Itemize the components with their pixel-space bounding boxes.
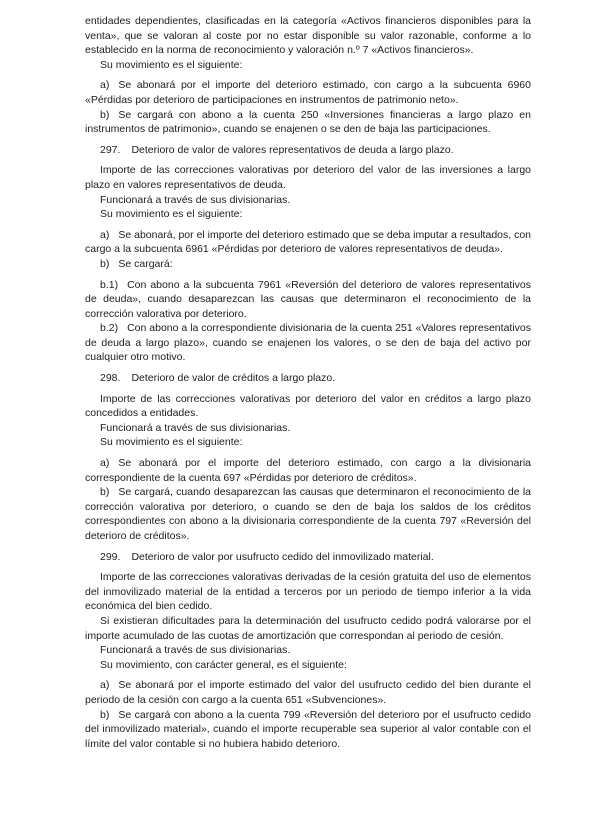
paragraph-text: Con abono a la subcuenta 7961 «Reversión del deterioro de valores representativos de deuda», cuando desaparezcan las causas que determinaron el reconocimiento de la corrección valorativa por deterioro. [85,278,531,320]
list-item-b1 [85,278,531,322]
item-marker: b.1) [100,278,119,291]
paragraph-text: Se cargará con abono a la cuenta 250 «Inversiones financieras a largo plazo en instrumentos de patrimonio», cuando se enajenen o se den de baja las participaciones. [85,108,531,136]
paragraph-text: Funcionará a través de sus divisionarias. [100,421,291,434]
paragraph-text: Importe de las correcciones valorativas por deterioro del valor de las inversiones a largo plazo en valores representativos de deuda. [85,164,531,191]
paragraph-text: Su movimiento es el siguiente: [100,208,243,221]
item-marker: b) [100,108,110,121]
paragraph [85,570,531,614]
list-item-a [85,678,531,707]
section-heading-298 [85,371,531,386]
paragraph-text: Se abonará por el importe estimado del valor del usufructo cedido del bien durante el periodo de la cesión con cargo a la cuenta 651 «Subvenciones». [85,679,531,706]
paragraph-text: Su movimiento es el siguiente: [100,436,243,449]
section-number: 297. [100,143,121,156]
paragraph-text: Se abonará, por el importe del deterioro estimado que se deba imputar a resultados, con cargo a la subcuenta 6961 «Pérdidas por deterioro de valores representativos de deuda». [85,228,532,256]
paragraph [85,207,531,222]
item-marker: a) [100,457,110,470]
list-item-b [85,485,531,543]
paragraph-text: Con abono a la correspondiente divisionaria de la cuenta 251 «Valores representativos de deuda a largo plazo», cuando se enajenen los valores, o se den de baja del activo por cualquier otro motivo. [85,322,531,364]
paragraph [85,421,531,436]
paragraph-text: Importe de las correcciones valorativas derivadas de la cesión gratuita del uso de elementos del inmovilizado material de la entidad a terceros por un periodo de tiempo inferior a la vida económica del bien cedido. [85,571,531,613]
paragraph-text: Se cargará: [118,257,173,270]
paragraph [85,614,531,643]
section-number: 299. [100,550,121,563]
paragraph [85,435,531,450]
paragraph [85,163,531,192]
paragraph-text: Funcionará a través de sus divisionarias. [100,193,291,206]
list-item-b2 [85,321,531,365]
list-item-a [85,228,531,257]
paragraph [85,658,531,673]
list-item-b [85,708,531,752]
paragraph-text: entidades dependientes, clasificadas en la categoría «Activos financieros disponibles para la venta», que se valoran al coste por no estar disponible su valor razonable, conforme a lo establecido en la norma de reconocimiento y valoración n.º 7 «Activos financieros». [85,15,531,57]
item-marker: b) [100,257,110,270]
paragraph [85,392,531,421]
paragraph-text: Su movimiento es el siguiente: [100,58,243,71]
paragraph-text: Funcionará a través de sus divisionarias. [100,644,291,657]
paragraph-text: Se cargará, cuando desaparezcan las causas que determinaron el reconocimiento de la corrección valorativa por deterioro, o cuando se den de baja los saldos de los créditos correspondientes con abono a la divisionaria correspondiente de la cuenta 797 «Reversión del deterioro de créditos». [85,486,531,542]
paragraph-text: Se abonará por el importe del deterioro estimado, con cargo a la divisionaria correspondiente de la cuenta 697 «Pérdidas por deterioro de créditos». [85,457,531,484]
item-marker: a) [100,679,110,692]
paragraph [85,193,531,208]
paragraph-text: Se cargará con abono a la cuenta 799 «Reversión del deterioro por el usufructo cedido del inmovilizado material», cuando el importe recuperable sea superior al valor contable con el límite del valor contable si no hubiera habido deterioro. [85,708,531,750]
list-item-b [85,257,531,272]
list-item-a [85,456,531,485]
paragraph-text: Importe de las correcciones valorativas por deterioro del valor en créditos a largo plazo concedidos a entidades. [85,392,531,420]
paragraph-text: Su movimiento, con carácter general, es el siguiente: [100,658,347,671]
item-marker: b) [100,486,110,499]
paragraph-text: Si existieran dificultades para la determinación del usufructo cedido podrá valorarse por el importe acumulado de las cuotas de amortización que correspondan al periodo de cesión. [85,614,531,642]
section-heading-299 [85,550,531,565]
list-item-b [85,108,531,137]
paragraph-continuation [85,14,531,58]
section-title: Deterioro de valor por usufructo cedido del inmovilizado material. [131,550,434,563]
paragraph [85,643,531,658]
section-number: 298. [100,372,121,385]
item-marker: b.2) [100,322,119,335]
item-marker: a) [100,228,110,241]
item-marker: b) [100,708,110,721]
paragraph [85,58,531,73]
list-item-a [85,78,531,107]
section-heading-297 [85,143,531,158]
paragraph-text: Se abonará por el importe del deterioro estimado, con cargo a la subcuenta 6960 «Pérdidas por deterioro de participaciones en instrumentos de patrimonio neto». [85,79,531,106]
section-title: Deterioro de valor de valores representativos de deuda a largo plazo. [131,143,454,156]
item-marker: a) [100,79,110,92]
section-title: Deterioro de valor de créditos a largo plazo. [131,372,336,385]
